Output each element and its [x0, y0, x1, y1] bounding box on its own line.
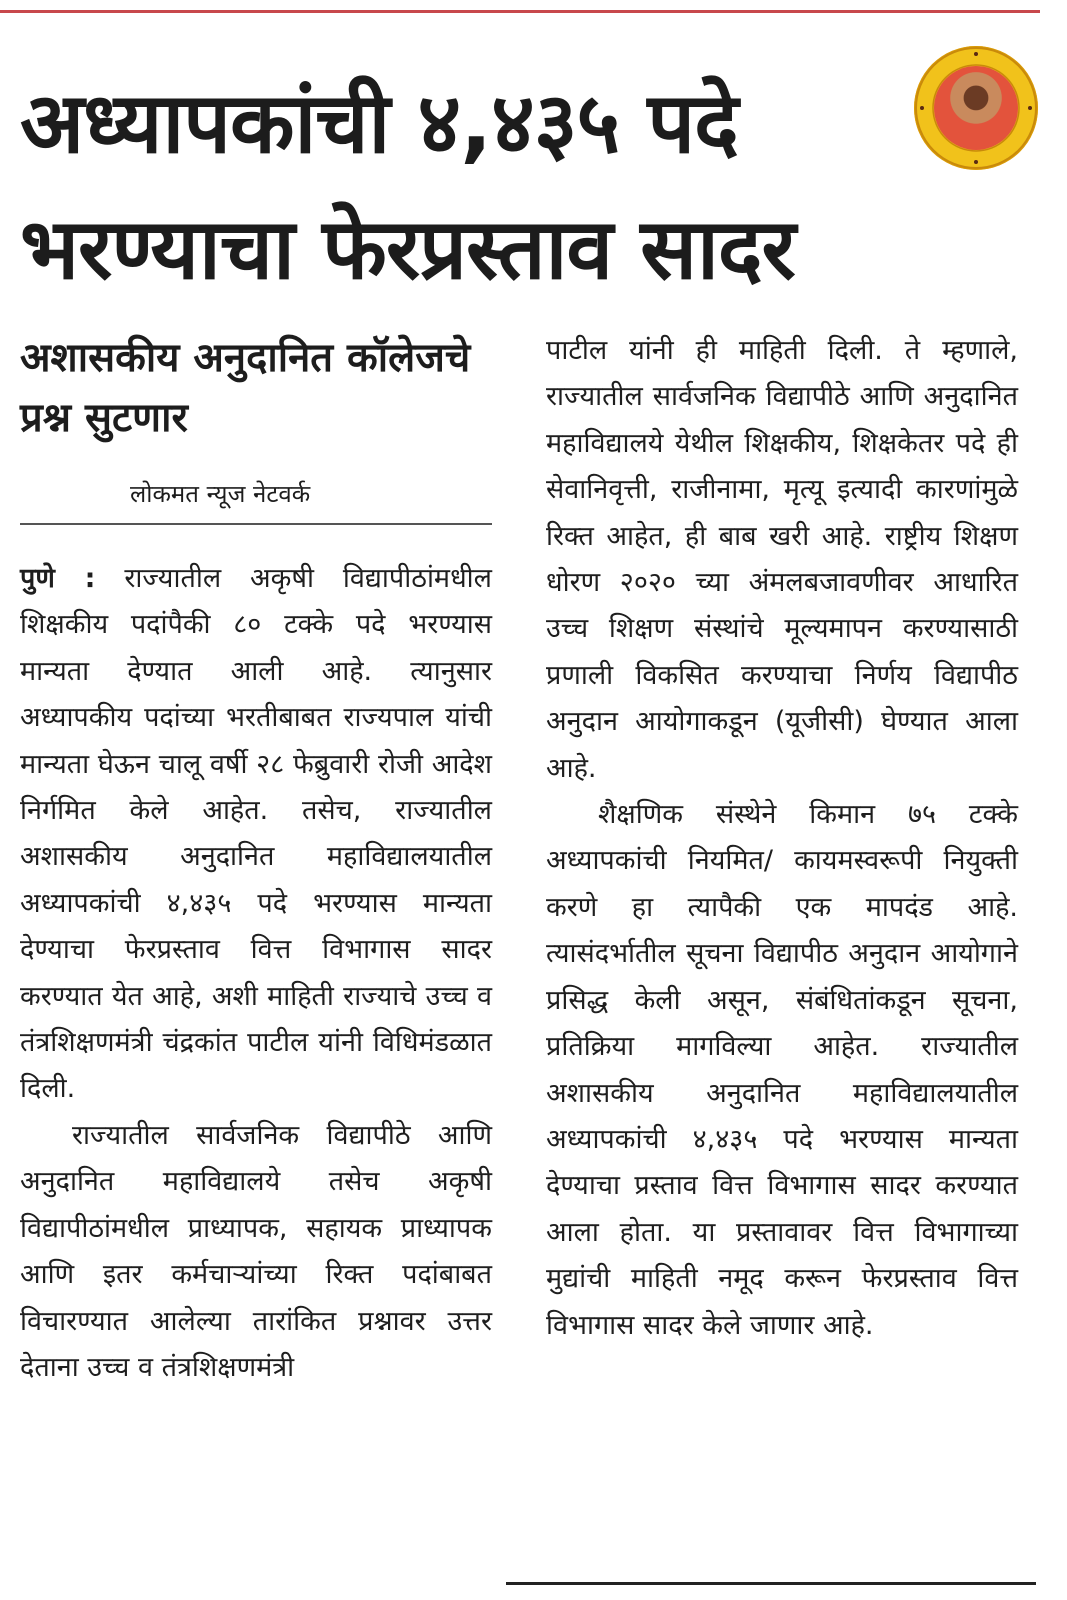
paragraph-3: शैक्षणिक संस्थेने किमान ७५ टक्के अध्यापकांची नियमित/ कायमस्वरूपी नियुक्ती करणे हा त्यापैकी एक मापदंड आहे. त्यासंदर्भातील सूचना विद्यापीठ अनुदान आयोगाने प्रसिद्ध केली असून, संबंधितांकडून सूचना, प्रतिक्रिया मागविल्या आहेत. राज्यातील अशासकीय अनुदानित महाविद्यालयातील अध्यापकांची ४,४३५ पदे भरण्यास मान्यता देण्याचा प्रस्ताव वित्त विभागास सादर करण्यात आला होता. या प्रस्तावावर वित्त विभागाच्या मुद्यांची माहिती नमूद करून फेरप्रस्ताव वित्त विभागास सादर केले जाणार आहे. [546, 799, 1018, 1341]
article-column-right [546, 328, 1018, 1349]
byline: लोकमत न्यूज नेटवर्क [130, 480, 311, 508]
article-column-left [20, 556, 492, 1391]
top-rule [0, 10, 1040, 13]
headline: अध्यापकांची ४,४३५ पदे भरण्याचा फेरप्रस्ताव सादर [20, 74, 795, 298]
paragraph-2-start: राज्यातील सार्वजनिक विद्यापीठे आणि अनुदानित महाविद्यालये तसेच अकृषी विद्यापीठांमधील प्राध्यापक, सहायक प्राध्यापक आणि इतर कर्मचाऱ्यांच्या रिक्त पदांबाबत विचारण्यात आलेल्या तारांकित प्रश्नावर उत्तर देताना उच्च व तंत्रशिक्षणमंत्री [20, 1119, 492, 1383]
dateline: पुणे : [20, 563, 96, 594]
paragraph-2-continued: पाटील यांनी ही माहिती दिली. ते म्हणाले, राज्यातील सार्वजनिक विद्यापीठे आणि अनुदानित महाविद्यालये येथील शिक्षकीय, शिक्षकेतर पदे ही सेवानिवृत्ती, राजीनामा, मृत्यू इत्यादी कारणांमुळे रिक्त आहेत, ही बाब खरी आहे. राष्ट्रीय शिक्षण धोरण २०२० च्या अंमलबजावणीवर आधारित उच्च शिक्षण संस्थांचे मूल्यमापन करण्यासाठी प्रणाली विकसित करण्याचा निर्णय विद्यापीठ अनुदान आयोगाकडून (यूजीसी) घेण्यात आला आहे. [546, 335, 1018, 784]
paragraph-1 [20, 556, 492, 1113]
paragraph-1-text: राज्यातील अकृषी विद्यापीठांमधील शिक्षकीय पदांपैकी ८० टक्के पदे भरण्यास मान्यता देण्यात आली आहे. त्यानुसार अध्यापकीय पदांच्या भरतीबाबत राज्यपाल यांची मान्यता घेऊन चालू वर्षी २८ फेब्रुवारी रोजी आदेश निर्गमित केले आहेत. तसेच, राज्यातील अशासकीय अनुदानित महाविद्यालयातील अध्यापकांची ४,४३५ पदे भरण्यास मान्यता देण्याचा फेरप्रस्ताव वित्त विभागास सादर करण्यात येत आहे, अशी माहिती राज्याचे उच्च व तंत्रशिक्षणमंत्री चंद्रकांत पाटील यांनी विधिमंडळात दिली. [20, 563, 492, 1105]
byline-separator [20, 523, 492, 525]
bottom-rule [506, 1582, 1036, 1585]
portrait-photo [934, 66, 1018, 150]
subheadline: अशासकीय अनुदानित कॉलेजचे प्रश्न सुटणार [20, 335, 471, 441]
author-badge-logo [914, 46, 1038, 170]
